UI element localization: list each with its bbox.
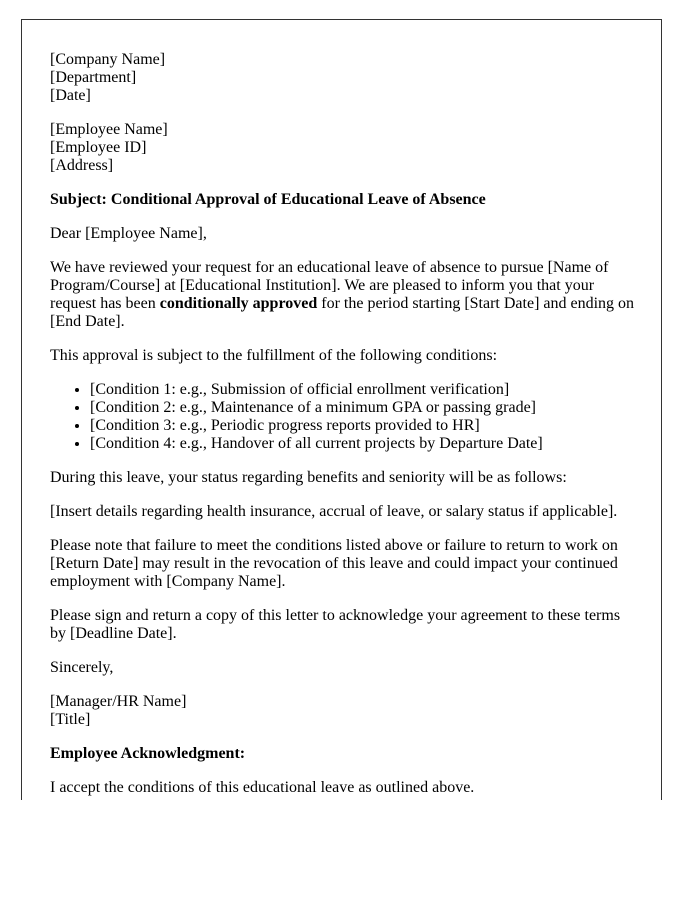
company-header-block: [50, 51, 640, 105]
letter-page: [21, 19, 662, 800]
benefits-placeholder: [Insert details regarding health insurance, accrual of leave, or salary status if applicable].: [50, 503, 618, 520]
salutation: Dear [Employee Name],: [50, 225, 207, 242]
department-placeholder: [Department]: [50, 69, 137, 86]
intro-text-pre: We have reviewed your request for an educational leave of absence to pursue [Name of Program/Course] at [Educational Institution]. We are pleased to inform you that your request has been: [50, 259, 609, 312]
conditions-intro: This approval is subject to the fulfillment of the following conditions:: [50, 347, 498, 364]
conditions-list: [50, 381, 640, 453]
condition-item-3: • [Condition 3: e.g., Periodic progress reports provided to HR]: [90, 417, 640, 435]
conditionally-approved-emphasis: conditionally approved: [159, 295, 318, 312]
sign-request: Please sign and return a copy of this letter to acknowledge your agreement to these terms by [Deadline Date].: [50, 607, 621, 642]
closing: Sincerely,: [50, 659, 114, 676]
subject-line: Subject: Conditional Approval of Educational Leave of Absence: [50, 191, 486, 208]
benefits-intro: During this leave, your status regarding benefits and seniority will be as follows:: [50, 469, 567, 486]
address-placeholder: [Address]: [50, 157, 114, 174]
employee-name-placeholder: [Employee Name]: [50, 121, 168, 138]
company-name-placeholder: [Company Name]: [50, 51, 166, 68]
acknowledgment-heading: Employee Acknowledgment:: [50, 745, 246, 762]
manager-title-placeholder: [Title]: [50, 711, 91, 728]
manager-name-placeholder: [Manager/HR Name]: [50, 693, 187, 710]
employee-header-block: [50, 121, 640, 175]
signature-block: [50, 693, 640, 729]
condition-item-2: • [Condition 2: e.g., Maintenance of a minimum GPA or passing grade]: [90, 399, 640, 417]
employee-id-placeholder: [Employee ID]: [50, 139, 147, 156]
failure-note: Please note that failure to meet the conditions listed above or failure to return to work on [Return Date] may result in the revocation of this leave and could impact your continued employment with [Company Name].: [50, 537, 618, 590]
intro-text-post: for the period starting [Start Date] and ending on [End Date].: [50, 295, 635, 330]
date-placeholder: [Date]: [50, 87, 91, 104]
condition-item-4: • [Condition 4: e.g., Handover of all current projects by Departure Date]: [90, 435, 640, 453]
condition-item-1: • [Condition 1: e.g., Submission of official enrollment verification]: [90, 381, 640, 399]
intro-paragraph: [50, 259, 640, 331]
acknowledgment-text: I accept the conditions of this educational leave as outlined above.: [50, 779, 475, 796]
